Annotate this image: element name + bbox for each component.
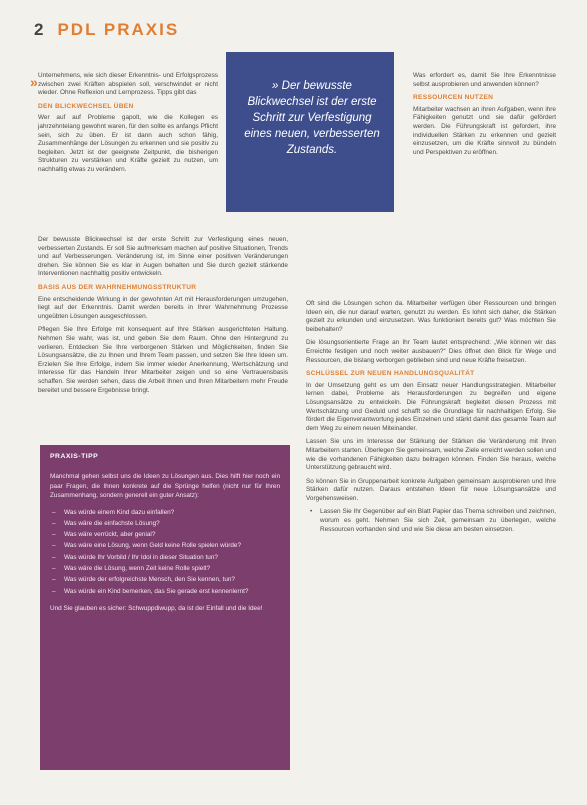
list-item: – Was wäre eine Lösung, wenn Geld keine Rolle spielen würde? [50, 542, 280, 551]
page-header [34, 20, 179, 40]
subhead-schluessel: SCHLÜSSEL ZUR NEUEN HANDLUNGSQUALITÄT [306, 370, 475, 378]
bullet-item: • Lassen Sie Ihr Gegenüber auf ein Blatt Papier das Thema schreiben und zeichnen, worum es geht. Nehmen Sie sich Zeit, gemeinsam zu überlegen, welche Ressourcen vorhanden sind und wie Sie diese am besten einsetzen. [306, 508, 556, 534]
question-list [50, 509, 280, 597]
praxis-tipp-title: PRAXIS-TIPP [50, 453, 99, 460]
right-column-top [413, 72, 556, 162]
quote-mark-icon: » [30, 74, 38, 90]
left-column-top [38, 72, 218, 180]
paragraph: Pflegen Sie Ihre Erfolge mit konsequent auf Ihre Stärken ausgerichteten Haltung. Nehmen Sie wahr, was ist, und geben Sie dem Raum. Ohne den Hintergrund zu verlieren. Entdecken Sie Ihre verborgenen Stärken und Möglichkeiten, finden Sie Lösungsansätze, die zu Ihnen und Ihrem Team passen, und setzen Sie Ihre Ideen um. Erzielen Sie Ihre Erfolge, indem Sie immer wieder Anerkennung, Wertschätzung und Interesse für das Handeln Ihrer Mitarbeiter zeigen und so eine Vertrauensbasis schaffen. Sie werden sehen, dass die Arbeit Ihnen und Ihren Mitarbeitern mehr Freude bereitet und bessere Ergebnisse bringt. [38, 326, 288, 394]
list-item: – Was würde der erfolgreichste Mensch, den Sie kennen, tun? [50, 576, 280, 585]
praxis-tipp-outro: Und Sie glauben es sicher: Schwuppdiwupp, da ist der Einfall und die Idee! [50, 605, 263, 613]
subhead-ressourcen: RESSOURCEN NUTZEN [413, 94, 494, 102]
paragraph: Was erfordert es, damit Sie Ihre Erkenntnisse selbst ausprobieren und anwenden können? [413, 72, 556, 88]
intro-paragraph: Unternehmens, wie sich dieser Erkenntnis- und Erfolgsprozess zwischen zwei Kräften abspielen soll, verschwindet er nicht wieder. Ohne Reflexion und Lernprozess. Tipps gibt das [38, 72, 218, 97]
praxis-tipp-box [40, 445, 290, 770]
list-item: – Was würde einem Kind dazu einfallen? [50, 509, 280, 518]
subhead-basis: BASIS AUS DER WAHRNEHMUNGSSTRUKTUR [38, 283, 197, 291]
praxis-tipp-intro: Manchmal gehen selbst uns die Ideen zu Lösungen aus. Dies hilft hier noch ein paar Fragen, die Ihnen konkrete auf die Sprünge helfen (nicht nur für Ihren Zusammenhang, sondern generell ein guter Ansatz): [50, 473, 280, 499]
list-item: – Was wäre die einfachste Lösung? [50, 520, 280, 529]
paragraph: In der Umsetzung geht es um den Einsatz neuer Handlungsstrategien. Mitarbeiter lernen dabei, Probleme als Herausforderungen zu begreifen und eigene Lösungsansätze zu entwickeln. Die Führungskraft begleitet diesen Prozess mit Wertschätzung und Geduld und schafft so die Grundlage für nachhaltigen Erfolg. Sie fördert die Eigenverantwortung jedes Einzelnen und stärkt damit das gesamte Team auf dem Weg zu einem neuen Miteinander. [306, 381, 556, 432]
section-title: PDL PRAXIS [57, 20, 180, 39]
left-column-middle [38, 236, 288, 400]
list-item: – Was wäre die Lösung, wenn Zeit keine Rolle spielt? [50, 565, 280, 574]
page-number: 2 [34, 20, 44, 39]
paragraph: Eine entscheidende Wirkung in der gewohnten Art mit Herausforderungen umzugehen, liegt auf der Erkenntnis. Damit werden bereits in Ihrer Wahrnehmung Prozesse ungeübten Lösungen ausgeschlossen. [38, 295, 288, 320]
paragraph: So können Sie in Gruppenarbeit konkrete Aufgaben gemeinsam ausprobieren und Ihre Stärken dafür nutzen. Daraus entstehen Ideen für neue Lösungsansätze und Vorgehensweisen. [306, 477, 556, 502]
paragraph: Wer auf auf Probleme gapolt, wie die Kollegen es jahrzehntelang gewohnt waren, für den sollte es anfangs Pflicht sein, sich zu üben. Er ist dann auch schon fähig, Zusammenhänge der Lösungen zu erkennen und sie positiv zu begleiten. Jetzt ist der geeignete Zeitpunkt, die bisherigen Strukturen zu verstärken und Kräfte gezielt zu nutzen, um nachhaltig etwas zu verändern. [38, 114, 218, 173]
paragraph: Die lösungsorientierte Frage an Ihr Team lautet entsprechend: „Wie können wir das Erreichte festigen und noch weiter ausbauen?“ Dies öffnet den Blick für Wege und Ressourcen, die bislang verborgen geblieben sind und neue Kräfte freisetzen. [306, 339, 556, 364]
right-column [306, 300, 556, 534]
list-item: – Was würde ein Kind bemerken, das Sie gerade erst kennenlernt? [50, 588, 280, 597]
subhead-blickwechsel: DEN BLICKWECHSEL ÜBEN [38, 102, 134, 110]
paragraph: Oft sind die Lösungen schon da. Mitarbeiter verfügen über Ressourcen und bringen Ideen ein, die nur darauf warten, genutzt zu werden. Es lohnt sich daher, die Stärken gezielt zu erkunden und einzusetzen. Was funktioniert bereits gut? Was möchten Sie beibehalten? [306, 300, 556, 333]
paragraph: Mitarbeiter wachsen an ihren Aufgaben, wenn ihre Fähigkeiten genutzt und sie dafür gefördert werden. Die Führungskraft ist gefordert, ihre individuellen Stärken zu erkennen und gezielt einzusetzen, um die Kräfte sinnvoll zu bündeln und Perspektiven zu eröffnen. [413, 105, 556, 156]
paragraph: Lassen Sie uns im Interesse der Stärkung der Stärken die Veränderung mit Ihren Mitarbeitern starten. Überlegen Sie gemeinsam, welche Ziele erreicht werden sollen und wie die vorhandenen Fähigkeiten dazu beitragen können. Finden Sie heraus, welche Unterstützung gebraucht wird. [306, 438, 556, 472]
paragraph: Der bewusste Blickwechsel ist der erste Schritt zur Verfestigung eines neuen, verbesserten Zustands. Er soll Sie aufmerksam machen auf positive Situationen, Trends und auf Verbesserungen. Veränderung ist, im Sinne einer positiven Veränderungen drehen. Sie können Sie es klar in Augen behalten und Sie durch gezielt stärkende Interventionen nachhaltig positiv entwickeln. [38, 236, 288, 278]
pull-quote: » Der bewusste Blickwechsel ist der erste Schritt zur Verfestigung eines neuen, verbesserten Zustands. [226, 52, 394, 212]
list-item: – Was wäre verrückt, aber genial? [50, 531, 280, 540]
list-item: – Was würde Ihr Vorbild / Ihr Idol in dieser Situation tun? [50, 554, 280, 563]
